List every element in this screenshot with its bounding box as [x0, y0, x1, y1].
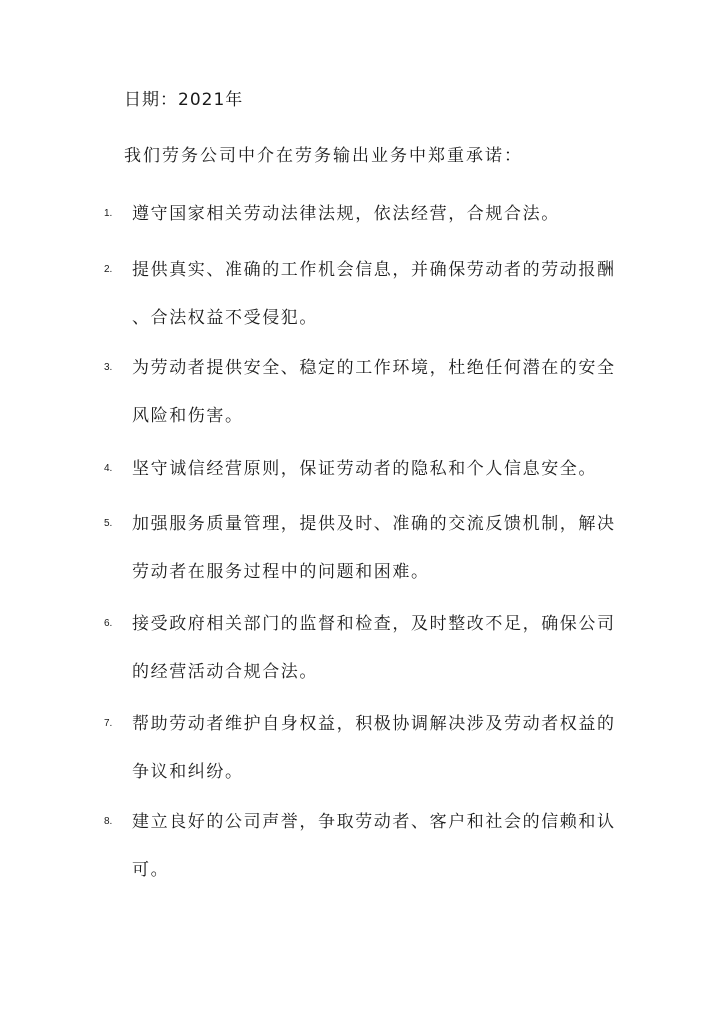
list-item-number: 6.	[104, 618, 113, 629]
list-item-5	[104, 510, 624, 596]
list-item-text	[132, 344, 624, 440]
list-item-text	[132, 600, 624, 696]
list-item-text	[132, 798, 624, 894]
list-item-number: 7.	[104, 718, 113, 729]
list-item-8	[104, 808, 624, 894]
list-item-line: 可。	[132, 860, 170, 880]
list-item-2	[104, 256, 624, 342]
list-item-line: 的经营活动合规合法。	[132, 662, 318, 682]
list-item-4	[104, 455, 624, 493]
list-item-number: 5.	[104, 518, 113, 529]
list-item-number: 2.	[104, 264, 113, 275]
intro-line: 我们劳务公司中介在劳务输出业务中郑重承诺：	[124, 146, 523, 166]
list-item-line: 争议和纠纷。	[132, 762, 244, 782]
list-item-number: 4.	[104, 463, 113, 474]
list-item-line: 加强服务质量管理，提供及时、准确的交流反馈机制，解决	[132, 514, 616, 534]
list-item-text	[132, 500, 624, 596]
list-item-3	[104, 354, 624, 440]
date-line: 日期：2021年	[124, 90, 244, 110]
list-item-line: 帮助劳动者维护自身权益，积极协调解决涉及劳动者权益的	[132, 714, 616, 734]
list-item-line: 坚守诚信经营原则，保证劳动者的隐私和个人信息安全。	[132, 459, 597, 479]
list-item-1	[104, 200, 624, 238]
list-item-text	[132, 246, 624, 342]
list-item-line: 风险和伤害。	[132, 406, 244, 426]
list-item-number: 3.	[104, 362, 113, 373]
list-item-line: 接受政府相关部门的监督和检查，及时整改不足，确保公司	[132, 614, 616, 634]
list-item-text	[132, 700, 624, 796]
list-item-line: 提供真实、准确的工作机会信息，并确保劳动者的劳动报酬	[132, 260, 616, 280]
list-item-line: 、合法权益不受侵犯。	[132, 308, 318, 328]
list-item-number: 1.	[104, 208, 113, 219]
list-item-line: 为劳动者提供安全、稳定的工作环境，杜绝任何潜在的安全	[132, 358, 616, 378]
list-item-line: 遵守国家相关劳动法律法规，依法经营，合规合法。	[132, 204, 560, 224]
list-item-6	[104, 610, 624, 696]
list-item-7	[104, 710, 624, 796]
list-item-line: 建立良好的公司声誉，争取劳动者、客户和社会的信赖和认	[132, 812, 616, 832]
list-item-number: 8.	[104, 816, 113, 827]
list-item-text	[132, 190, 624, 238]
list-item-line: 劳动者在服务过程中的问题和困难。	[132, 562, 430, 582]
list-item-text	[132, 445, 624, 493]
